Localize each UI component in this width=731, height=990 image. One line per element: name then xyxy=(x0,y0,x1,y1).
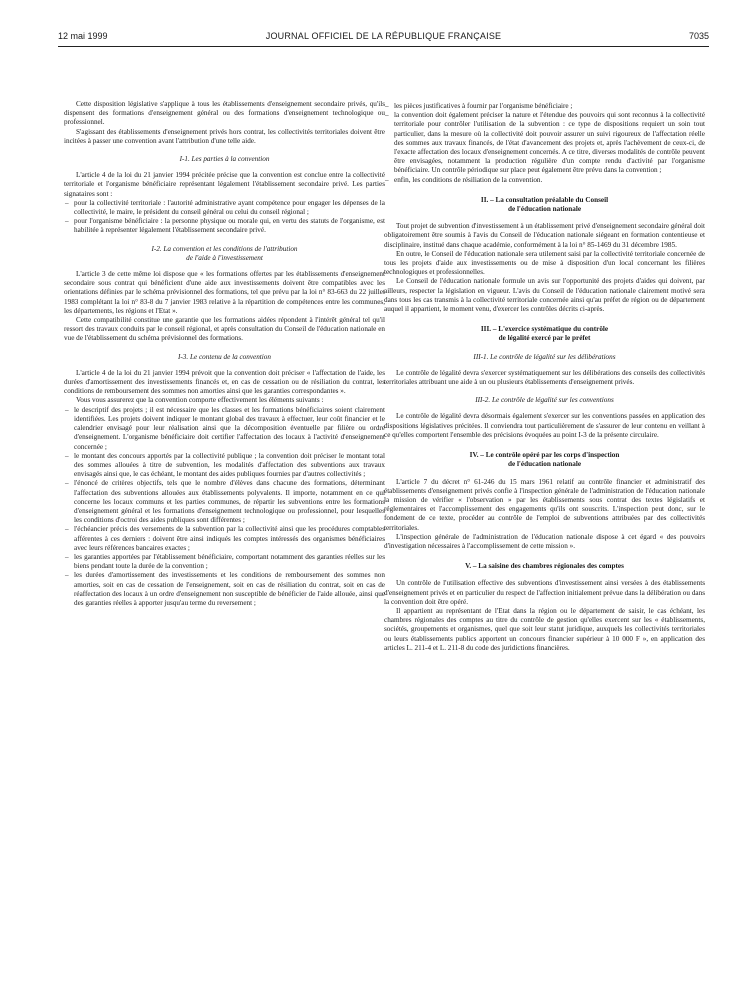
heading-line: IV. – Le contrôle opéré par les corps d'inspection xyxy=(469,451,620,460)
paragraph: L'article 4 de la loi du 21 janvier 1994 précitée précise que la convention est conclue entre la collectivité territoriale et l'organisme bénéficiaire représentant légalement l'établissement secondaire privé. Les parties signataires sont : xyxy=(64,171,385,198)
paragraph: L'article 3 de cette même loi dispose que « les formations offertes par les établissements d'enseignement secondaire sous contrat qui bénéficient d'une aide aux investissements doivent être compatibles avec les orientations définies par le schéma prévisionnel des formations, tel que prévu par la loi n° 83-663 du 22 juillet 1983 complétant la loi n° 83-8 du 7 janvier 1983 relative à la répartition de compétences entre les communes, les départements, les régions et l'Etat ». xyxy=(64,270,385,315)
right-column xyxy=(384,102,705,653)
list-item: – les pièces justificatives à fournir par l'organisme bénéficiaire ; xyxy=(384,102,705,111)
paragraph: S'agissant des établissements d'enseignement privés hors contrat, les collectivités territoriales doivent être incitées à passer une convention avant l'attribution d'une telle aide. xyxy=(64,127,385,145)
list-item: – l'énoncé de critères objectifs, tels que le nombre d'élèves dans chacune des formations, déterminant l'affectation des subventions allouées aux établissements polyvalents. Il importe, notamment en ce qui concerne les locaux communs et les parties communes, de répartir les subventions entre les formations d'enseignement général et les formations d'enseignement technologique ou professionnel, pour lesquelles les conditions d'octroi des aides publiques sont différentes ; xyxy=(64,479,385,525)
subheading-line: de l'aide à l'investissement xyxy=(186,253,263,262)
list-item: – les durées d'amortissement des investissements et les conditions de remboursement des sommes non amorties, soit en cas de cessation de l'enseignement, soit en cas de résiliation du contrat, soit en cas de réaffectation des locaux à un ordre d'enseignement non susceptible de bénéficier de l'aide allouée, ainsi que des garanties réelles à apporter jusqu'au terme du reversement ; xyxy=(64,571,385,608)
paragraph: Le contrôle de légalité devra désormais également s'exercer sur les conventions passées en application des dispositions législatives précitées. Il conviendra tout particulièrement de s'assurer de leur contenu en veillant à ce qu'elles comportent l'ensemble des précisions évoquées au point I-3 de la présente circulaire. xyxy=(384,412,705,439)
list-item: – l'échéancier précis des versements de la subvention par la collectivité ainsi que les procédures comptables afférentes à ces derniers : doivent être ainsi indiqués les comptes intéressés des organismes bénéficiaires avec leurs références bancaires exactes ; xyxy=(64,525,385,553)
header-title: JOURNAL OFFICIEL DE LA RÉPUBLIQUE FRANÇAISE xyxy=(265,31,502,41)
list-item: – le descriptif des projets ; il est nécessaire que les classes et les formations bénéficiaires soient clairement identifiées. Les projets doivent indiquer le montant global des travaux à effectuer, leur coût financier et le calendrier envisagé pour leur réalisation ainsi que la décomposition éventuelle par filière ou ordre d'enseignement. L'organisme bénéficiaire doit certifier l'affectation des locaux à l'activité d'enseignement concernée ; xyxy=(64,406,385,452)
paragraph: Cette disposition législative s'applique à tous les établissements d'enseignement secondaire privés, qu'ils dispensent des formations d'enseignement général ou des formations d'enseignement technologique ou professionnel. xyxy=(64,100,385,127)
paragraph: En outre, le Conseil de l'éducation nationale sera utilement saisi par la collectivité territoriale concernée de tous les projets d'aide aux investissements ou de mise à disposition d'un local concernant les filières technologiques et professionnelles. xyxy=(384,249,705,277)
paragraph: Le contrôle de légalité devra s'exercer systématiquement sur les délibérations des conseils des collectivités territoriales attribuant une aide à un ou plusieurs établissements d'enseignement privés. xyxy=(384,368,705,387)
page-header xyxy=(58,31,709,45)
heading-line: de l'éducation nationale xyxy=(507,205,582,214)
paragraph: Le Conseil de l'éducation nationale formule un avis sur l'opportunité des projets d'aides qui doivent, par ailleurs, respecter la législation en vigueur. L'avis du Conseil de l'éducation nationale clairement motivé sera dans tous les cas transmis à la collectivité territoriale concernée ainsi qu'au préfet de région ou de département auquel il appartient, le moment venu, d'exercer les contrôles décrits ci-après. xyxy=(384,277,705,314)
subheading-iii-2: III-2. Le contrôle de légalité sur les conventions xyxy=(475,396,614,405)
subheading-iii-1: III-1. Le contrôle de légalité sur les délibérations xyxy=(473,352,616,361)
header-page-number: 7035 xyxy=(688,31,709,41)
list-item: – la convention doit également préciser la nature et l'étendue des pouvoirs qui sont reconnus à la collectivité territoriale pour contrôler l'utilisation de la subvention : ce type de dispositions requiert un soin tout particulier, dans la mesure où la collectivité doit pouvoir assurer un suivi rigoureux de l'affectation réelle des sommes aux travaux financés, de l'état d'avancement des projets et, après l'achèvement de ceux-ci, de l'exacte affectation des locaux d'enseignement concernés. A ce titre, diverses modalités de contrôle peuvent être envisagées, notamment la production régulière d'un compte rendu d'activité par l'organisme bénéficiaire. Un contrôle périodique sur place peut également être prévu dans la convention ; xyxy=(384,111,705,175)
list-item: – pour l'organisme bénéficiaire : la personne physique ou morale qui, en vertu des statuts de l'organisme, est habilitée à représenter légalement l'établissement secondaire privé. xyxy=(64,217,385,235)
list-item: – pour la collectivité territoriale : l'autorité administrative ayant compétence pour engager les dépenses de la collectivité, le maire, le président du conseil général ou celui du conseil régional ; xyxy=(64,199,385,217)
paragraph: Il appartient au représentant de l'Etat dans la région ou le département de saisir, le cas échéant, les chambres régionales des comptes au titre du contrôle de gestion qu'elles exercent sur les « établissements, sociétés, groupements et organismes, quel que soit leur statut juridique, auxquels les collectivités territoriales ou leurs établissements publics apportent un concours financier supérieur à 10 000 F », en application des articles L. 211-4 et L. 211-8 du code des juridictions financières. xyxy=(384,606,705,652)
heading-line: III. – L'exercice systématique du contrôle xyxy=(480,325,609,334)
paragraph: Vous vous assurerez que la convention comporte effectivement les éléments suivants : xyxy=(76,396,324,405)
left-column xyxy=(64,100,385,608)
paragraph: Un contrôle de l'utilisation effective des subventions d'investissement ainsi versées à des établissements d'enseignement privés et en particulier du respect de l'affection initialement prévue dans la délibération ou dans la convention doit être opéré. xyxy=(384,579,705,606)
header-date: 12 mai 1999 xyxy=(58,31,108,41)
signatories-list xyxy=(64,199,385,236)
section-heading-ii xyxy=(384,196,705,214)
heading-line: II. – La consultation préalable du Conseil xyxy=(480,195,609,204)
section-heading-iv xyxy=(384,451,705,469)
convention-elements-list xyxy=(64,406,385,608)
heading-line: de légalité exercé par le préfet xyxy=(498,334,591,343)
convention-elements-list-continued xyxy=(384,102,705,185)
subheading-i-1: I-1. Les parties à la convention xyxy=(179,155,270,164)
section-heading-v: V. – La saisine des chambres régionales des comptes xyxy=(465,562,624,571)
paragraph: L'article 4 de la loi du 21 janvier 1994 prévoit que la convention doit préciser « l'affectation de l'aide, les durées d'amortissement des investissements financés et, en cas de cessation ou de résiliation du contrat, les conditions de remboursement des sommes non amorties ainsi que les garanties correspondantes ». xyxy=(64,368,385,396)
paragraph: L'inspection générale de l'administration de l'éducation nationale dispose à cet égard « des pouvoirs d'investigation nécessaires à l'accomplissement de cette mission ». xyxy=(384,532,705,550)
subheading-i-2 xyxy=(64,245,385,263)
subheading-line: I-2. La convention et les conditions de l'attribution xyxy=(151,244,298,253)
paragraph: Cette compatibilité constitue une garantie que les formations aidées répondent à l'intérêt général tel qu'il ressort des travaux conduits par le conseil régional, et après consultation du Conseil de l'éducation nationale en vue de l'établissement du schéma prévisionnel des formations. xyxy=(64,316,385,343)
subheading-i-3: I-3. Le contenu de la convention xyxy=(177,352,271,361)
header-rule xyxy=(58,46,709,47)
paragraph: Tout projet de subvention d'investissement à un établissement privé d'enseignement secondaire général doit obligatoirement être soumis à l'avis du Conseil de l'éducation nationale siégeant en formation contentieuse et disciplinaire, institué dans chaque académie, conformément à la loi n° 85-1469 du 31 décembre 1985. xyxy=(384,222,705,249)
list-item: – les garanties apportées par l'établissement bénéficiaire, comportant notamment des garanties réelles sur les biens pendant toute la durée de la convention ; xyxy=(64,553,385,571)
heading-line: de l'éducation nationale xyxy=(507,460,582,469)
list-item: – le montant des concours apportés par la collectivité publique ; la convention doit préciser le montant total des sommes allouées à titre de subvention, les modalités d'affectation des subventions aux travaux envisagés ainsi que, le cas échéant, le montant des aides publiques fournies par d'autres collectivités ; xyxy=(64,452,385,480)
section-heading-iii xyxy=(384,325,705,343)
paragraph: L'article 7 du décret n° 61-246 du 15 mars 1961 relatif au contrôle financier et administratif des établissements d'enseignement privés confie à l'inspection générale de l'administration de l'éducation nationale la mission de vérifier « l'observation » par les établissements sous contrat des textes législatifs et réglementaires et l'accomplissement des engagements qu'ils ont souscrits. L'inspection peut donc, sur le fondement de ce texte, procéder au contrôle de l'emploi de subventions attribuées par des collectivités territoriales. xyxy=(384,477,705,532)
list-item: – enfin, les conditions de résiliation de la convention. xyxy=(384,176,705,185)
